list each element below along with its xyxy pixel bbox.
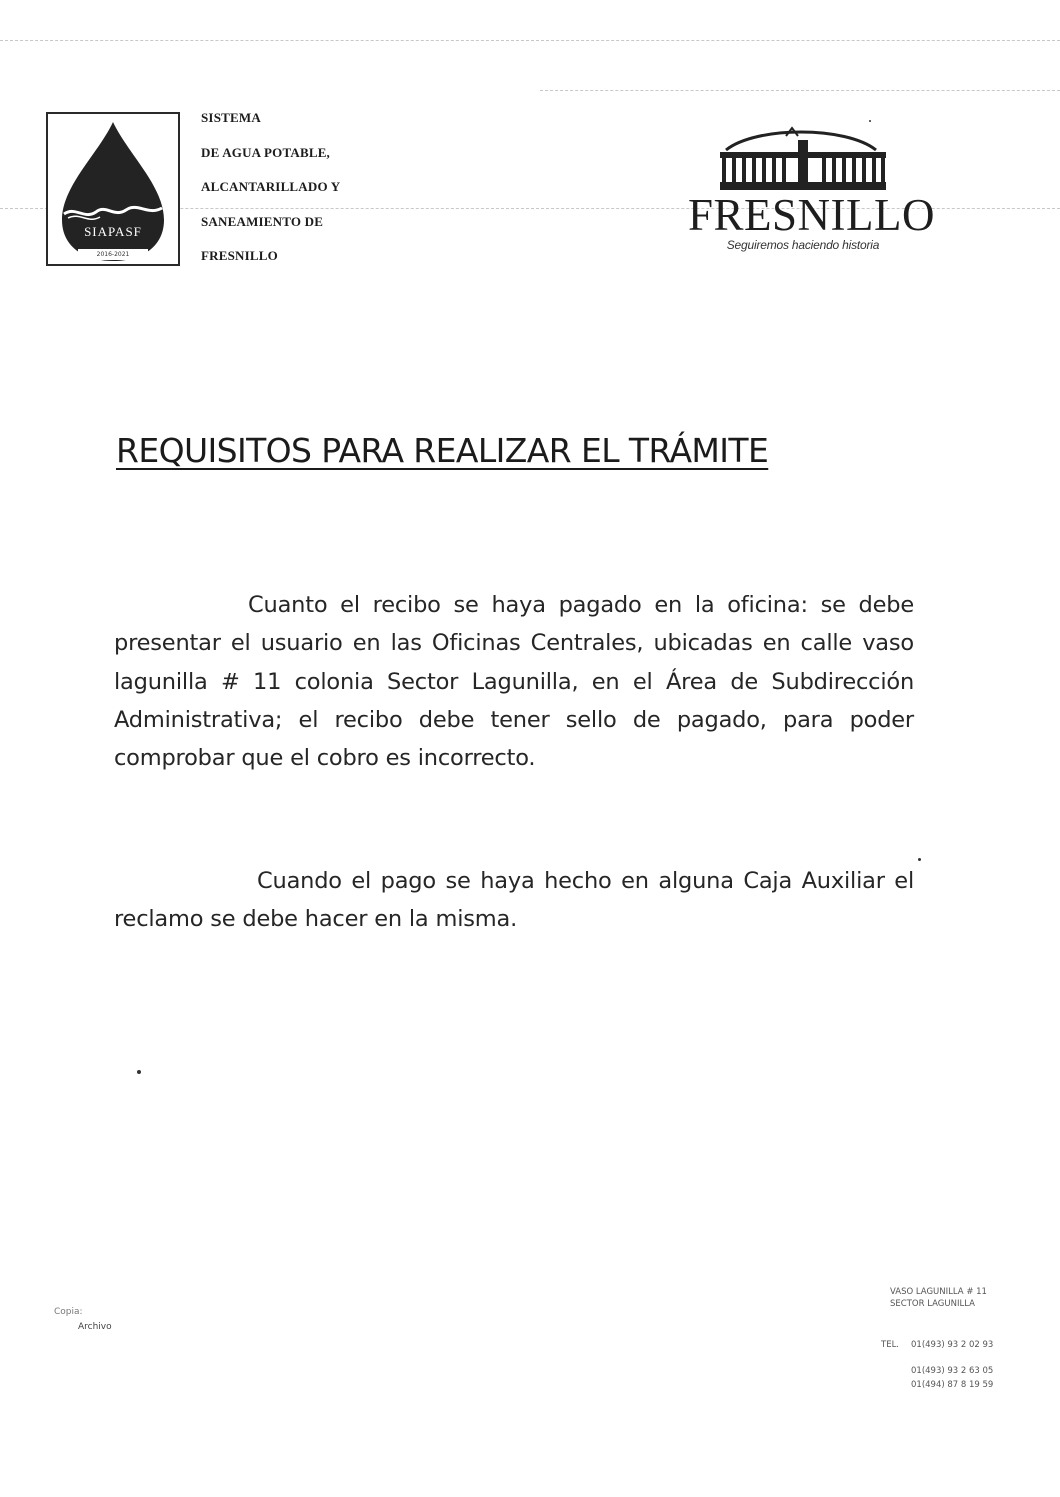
org-name-line: ALCANTARILLADO Y: [201, 179, 341, 194]
phone-number: 01(494) 87 8 19 59: [911, 1380, 994, 1390]
siapasf-logo: [46, 112, 180, 266]
org-name-line: DE AGUA POTABLE,: [201, 144, 331, 160]
scan-speck: [137, 1070, 141, 1074]
requirement-paragraph: Cuando el pago se haya hecho en alguna Caja Auxiliar el reclamo se debe hacer en la misma.: [114, 868, 914, 933]
org-name: [201, 108, 340, 281]
org-name-line: SANEAMIENTO DE: [201, 213, 324, 229]
requirement-paragraph: Cuanto el recibo se haya pagado en la oficina: se debe presentar el usuario en las Oficinas Centrales, ubicadas en calle vaso lagunilla # 11 colonia Sector Lagunilla, en el Área de Subdirección Administrativa; el recibo debe tener sello de pagado, para poder comprobar que el cobro es incorrecto.: [114, 592, 914, 772]
fresnillo-logo-slogan: Seguiremos haciendo historia: [726, 238, 880, 252]
scan-speck: [918, 858, 921, 861]
copia-label: Copia:: [54, 1307, 83, 1317]
scan-speck: [869, 120, 871, 122]
phone-number: 01(493) 93 2 02 93: [911, 1340, 994, 1350]
phone-number: 01(493) 93 2 63 05: [911, 1366, 994, 1376]
fresnillo-logo-name: FRESNILLO: [688, 190, 936, 240]
siapasf-logo-period: 2016-2021: [96, 251, 130, 258]
org-name-line: FRESNILLO: [201, 248, 278, 263]
tel-label: TEL.: [881, 1340, 900, 1350]
page-title: REQUISITOS PARA REALIZAR EL TRÁMITE: [116, 431, 769, 470]
address-line: SECTOR LAGUNILLA: [890, 1299, 975, 1309]
scan-line: [540, 90, 1060, 91]
copia-value: Archivo: [78, 1322, 112, 1332]
org-name-line: SISTEMA: [201, 110, 261, 125]
scan-line: [0, 40, 1060, 41]
address-line: VASO LAGUNILLA # 11: [890, 1287, 987, 1297]
siapasf-logo-caption: SIAPASF: [84, 224, 142, 239]
